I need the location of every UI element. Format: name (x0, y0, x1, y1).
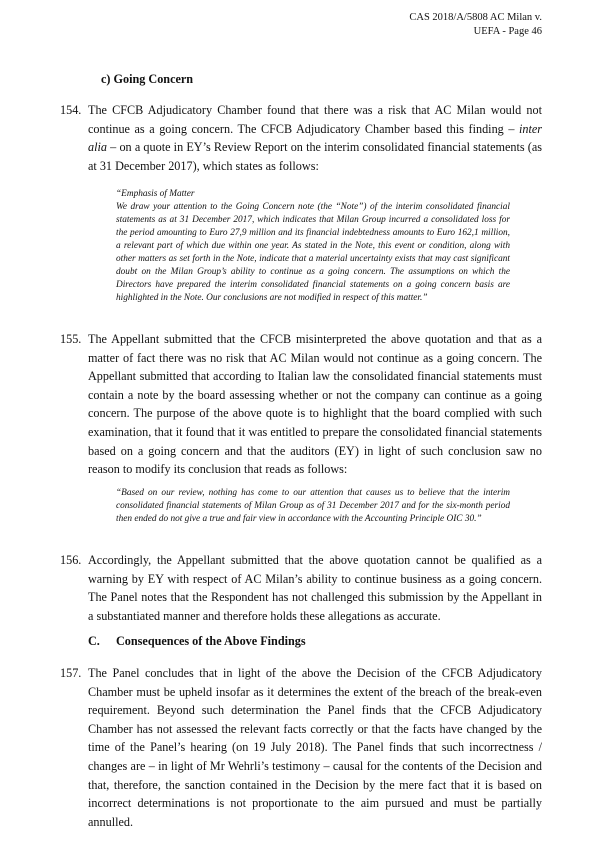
italic-text: inter alia (88, 121, 542, 155)
paragraph-text: Accordingly, the Appellant submitted that the above quotation cannot be qualified as a warning by EY with respect of AC Milan’s ability to continue business as a going concern. The Panel notes that the Respondent has not challenged this submission by the Appellant in a substantiated manner and therefore holds these allegations as accurate. (88, 553, 542, 623)
quote-emphasis-of-matter (116, 188, 510, 305)
paragraph-number: 157. (60, 666, 82, 680)
paragraph-text: The Panel concludes that in light of the above the Decision of the CFCB Adjudicatory Chamber must be upheld insofar as it determines the extent of the breach of the break-even requirement. Beyond such determination the Panel finds that the CFCB Adjudicatory Chamber has not assessed the relevant facts correctly or that the facts have changed by the time of the Panel’s hearing (on 19 July 2018). The Panel finds that such incorrectness / changes are – in light of Mr Wehrli’s testimony – causal for the contents of the Decision and that, therefore, the sanction contained in the Decision by the mere fact that it is based on incorrect determinations is not proportionate to the aim pursued and must be partially annulled. (88, 666, 542, 829)
quote-review-conclusion (116, 487, 510, 526)
subheading-going-concern: c) Going Concern (101, 72, 194, 86)
paragraph-154 (60, 101, 542, 175)
paragraph-155 (60, 330, 542, 479)
section-title: Consequences of the Above Findings (116, 634, 306, 648)
page-header (409, 11, 542, 39)
paragraph-number: 156. (60, 553, 82, 567)
section-heading-c (88, 634, 306, 649)
paragraph-156 (60, 551, 542, 625)
paragraph-number: 155. (60, 332, 82, 346)
paragraph-text: The Appellant submitted that the CFCB misinterpreted the above quotation and that as a matter of fact there was no risk that AC Milan would not continue as a going concern. The Appellant submitted that according to Italian law the consolidated financial statements must contain a note by the board assessing whether or not the company can continue as a going concern. The purpose of the above quote is to highlight that the board complied with such examination, that it found that it was entitled to prepare the consolidated financial statements based on a going concern and that the auditors (EY) in light of such conclusion saw no reason to modify its conclusion that reads as follows: (88, 332, 542, 477)
case-reference: CAS 2018/A/5808 AC Milan v. (409, 12, 542, 23)
text-segment: The CFCB Adjudicatory Chamber found that there was a risk that AC Milan would not continue as a going concern. The CFCB Adjudicatory Chamber based this finding – (88, 103, 542, 136)
quote-body: “Based on our review, nothing has come to our attention that causes us to believe that the interim consolidated financial statements of Milan Group as of 31 December 2017 and for the six-month period then ended do not give a true and fair view in accordance with the Accounting Principle OIC 30.” (116, 488, 510, 524)
paragraph-number: 154. (60, 103, 82, 117)
paragraph-157 (60, 664, 542, 831)
page-number: UEFA - Page 46 (473, 26, 542, 37)
paragraph-text (88, 101, 542, 175)
section-letter: C. (88, 634, 100, 648)
quote-title: “Emphasis of Matter (116, 189, 195, 199)
quote-body: We draw your attention to the Going Concern note (the “Note”) of the interim consolidated financial statements as at 31 December 2017, which indicates that Milan Group incurred a consolidated loss for the period amounting to Euro 27,9 million and its financial indebtedness amounts to Euro 162,1 million, a relevant part of which due within one year. As stated in the Note, this event or condition, along with other matters as set forth in the Note, indicate that a material uncertainty exists that may cast significant doubt on the Milan Group’s ability to continue as a going concern. The assumptions on which the Directors have prepared the interim consolidated financial statements on a going concern basis are highlighted in the Note. Our conclusions are not modified in respect of this matter.” (116, 202, 510, 303)
text-segment: – on a quote in EY’s Review Report on the interim consolidated financial statements (as at 31 December 2017), which states as follows: (88, 140, 542, 173)
